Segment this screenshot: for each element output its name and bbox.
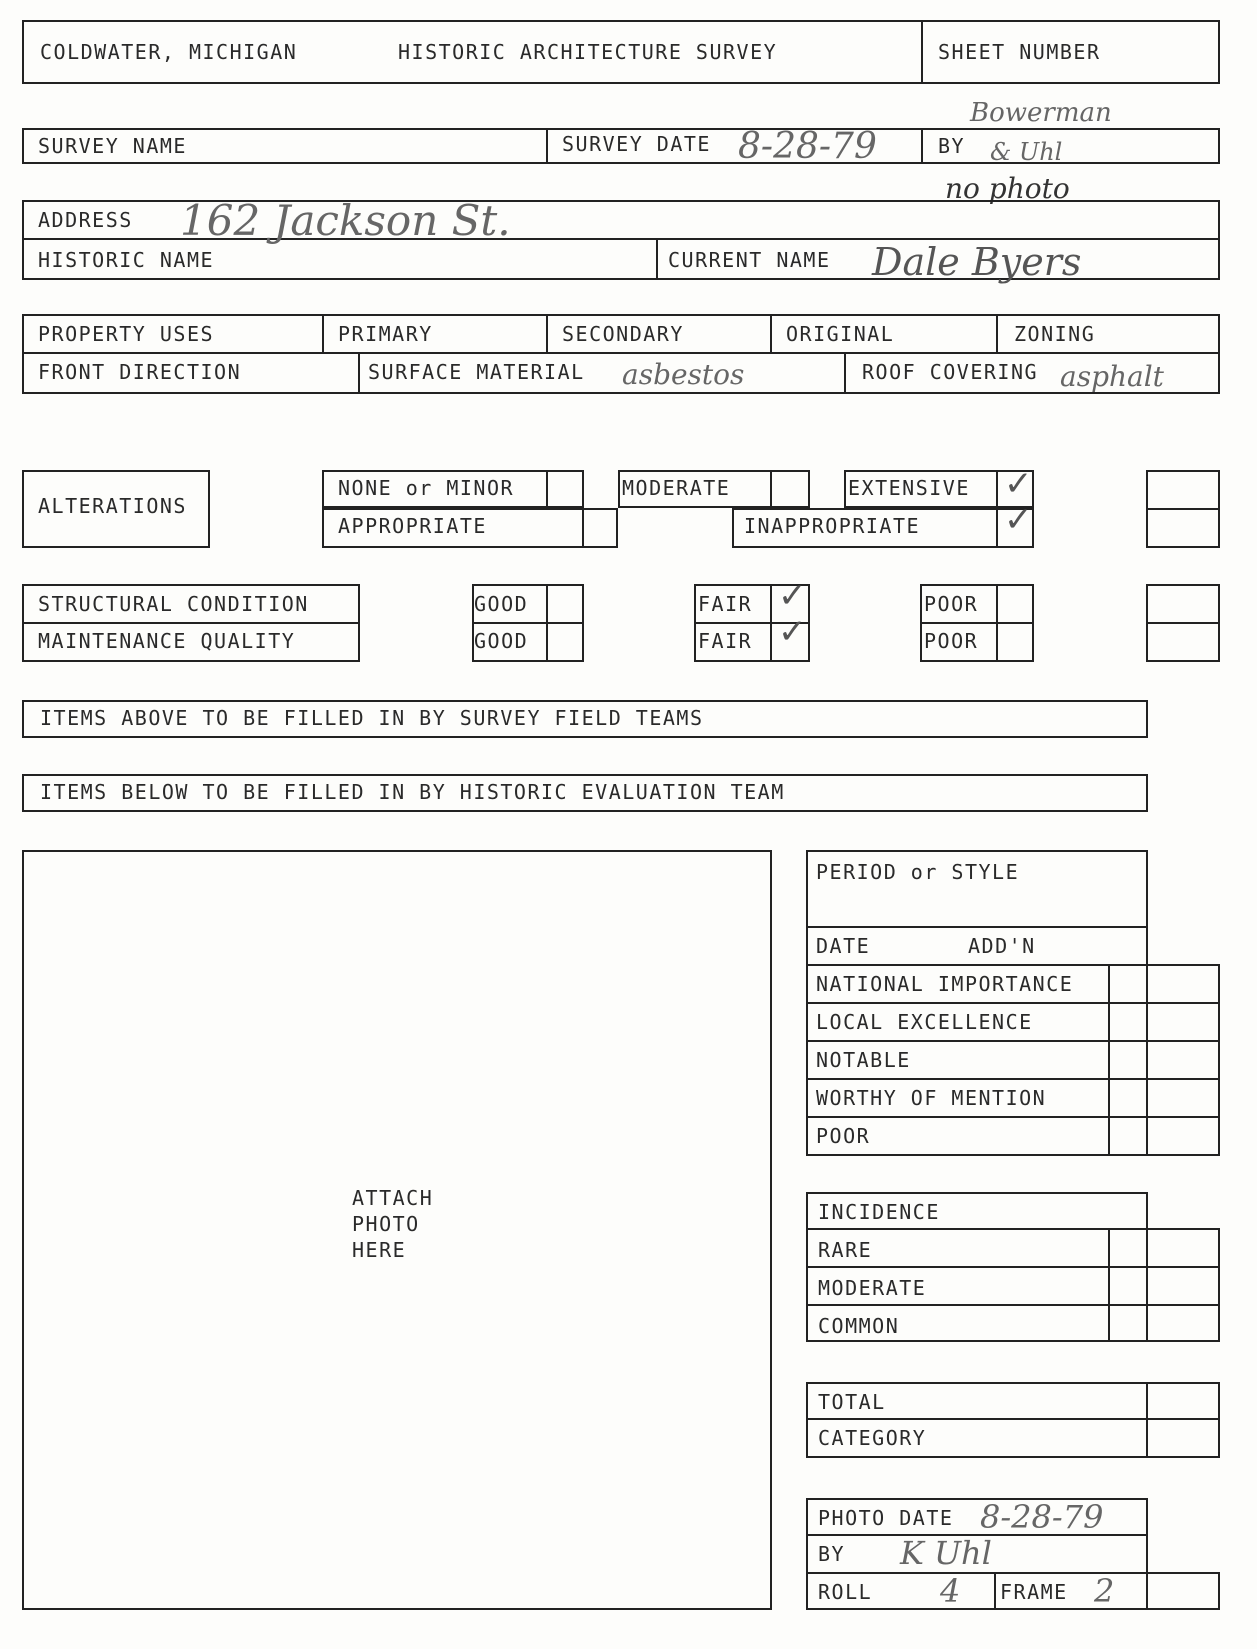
survey-by-label: BY [938,134,966,158]
primary-label: PRIMARY [338,322,433,346]
survey-title: HISTORIC ARCHITECTURE SURVEY [398,40,778,64]
worthy-of-mention-label: WORTHY OF MENTION [816,1086,1047,1110]
photo-date-label: PHOTO DATE [818,1506,954,1530]
surface-material-label: SURFACE MATERIAL [368,360,585,384]
current-name-value: Dale Byers [872,240,1082,284]
rare-label: RARE [818,1238,873,1262]
secondary-label: SECONDARY [562,322,684,346]
roll-label: ROLL [818,1580,873,1604]
front-direction-label: FRONT DIRECTION [38,360,242,384]
attach-photo-line2: PHOTO [352,1212,420,1236]
local-excellence-label: LOCAL EXCELLENCE [816,1010,1033,1034]
structural-condition-label: STRUCTURAL CONDITION [38,592,309,616]
survey-date-label: SURVEY DATE [562,132,711,156]
inappropriate-check: ✓ [1004,500,1033,540]
total-label: TOTAL [818,1390,886,1414]
alterations-label: ALTERATIONS [38,494,187,518]
appropriate-label: APPROPRIATE [338,514,487,538]
city-title: COLDWATER, MICHIGAN [40,40,298,64]
historic-name-label: HISTORIC NAME [38,248,215,272]
surface-material-value: asbestos [622,358,745,391]
original-label: ORIGINAL [786,322,895,346]
category-label: CATEGORY [818,1426,927,1450]
incidence-moderate-label: MODERATE [818,1276,927,1300]
structural-fair-label: FAIR [698,592,753,616]
survey-note: no photo [945,172,1070,205]
attach-photo-line3: HERE [352,1238,407,1262]
sheet-number-label: SHEET NUMBER [938,40,1101,64]
eval-poor-label: POOR [816,1124,871,1148]
maintenance-good-label: GOOD [474,629,529,653]
current-name-label: CURRENT NAME [668,248,831,272]
survey-by-value-2: & Uhl [990,138,1063,166]
address-label: ADDRESS [38,208,133,232]
incidence-label: INCIDENCE [818,1200,940,1224]
survey-date-value: 8-28-79 [738,126,877,167]
frame-label: FRAME [1000,1580,1068,1604]
address-value: 162 Jackson St. [180,196,511,245]
extensive-check: ✓ [1004,464,1033,504]
notice-above: ITEMS ABOVE TO BE FILLED IN BY SURVEY FIELD TEAMS [40,706,704,730]
notice-below: ITEMS BELOW TO BE FILLED IN BY HISTORIC EVALUATION TEAM [40,780,785,804]
photo-by-value: K Uhl [900,1534,992,1572]
maintenance-fair-label: FAIR [698,629,753,653]
survey-name-label: SURVEY NAME [38,134,187,158]
frame-value: 2 [1094,1572,1115,1610]
property-uses-label: PROPERTY USES [38,322,215,346]
common-label: COMMON [818,1314,900,1338]
roof-covering-value: asphalt [1060,360,1164,393]
roll-value: 4 [940,1572,961,1610]
survey-by-value-1: Bowerman [970,98,1112,128]
extensive-label: EXTENSIVE [848,476,970,500]
structural-good-label: GOOD [474,592,529,616]
inappropriate-label: INAPPROPRIATE [744,514,921,538]
structural-fair-check: ✓ [778,576,807,616]
attach-photo-line1: ATTACH [352,1186,434,1210]
period-style-label: PERIOD or STYLE [816,860,1020,884]
structural-poor-label: POOR [924,592,979,616]
national-importance-label: NATIONAL IMPORTANCE [816,972,1074,996]
roof-covering-label: ROOF COVERING [862,360,1039,384]
none-minor-label: NONE or MINOR [338,476,515,500]
maintenance-quality-label: MAINTENANCE QUALITY [38,629,296,653]
maintenance-poor-label: POOR [924,629,979,653]
photo-date-value: 8-28-79 [980,1498,1104,1536]
notable-label: NOTABLE [816,1048,911,1072]
maintenance-fair-check: ✓ [778,612,807,652]
photo-by-label: BY [818,1542,846,1566]
eval-addn-label: ADD'N [968,934,1036,958]
moderate-label: MODERATE [622,476,731,500]
eval-date-label: DATE [816,934,871,958]
zoning-label: ZONING [1014,322,1096,346]
